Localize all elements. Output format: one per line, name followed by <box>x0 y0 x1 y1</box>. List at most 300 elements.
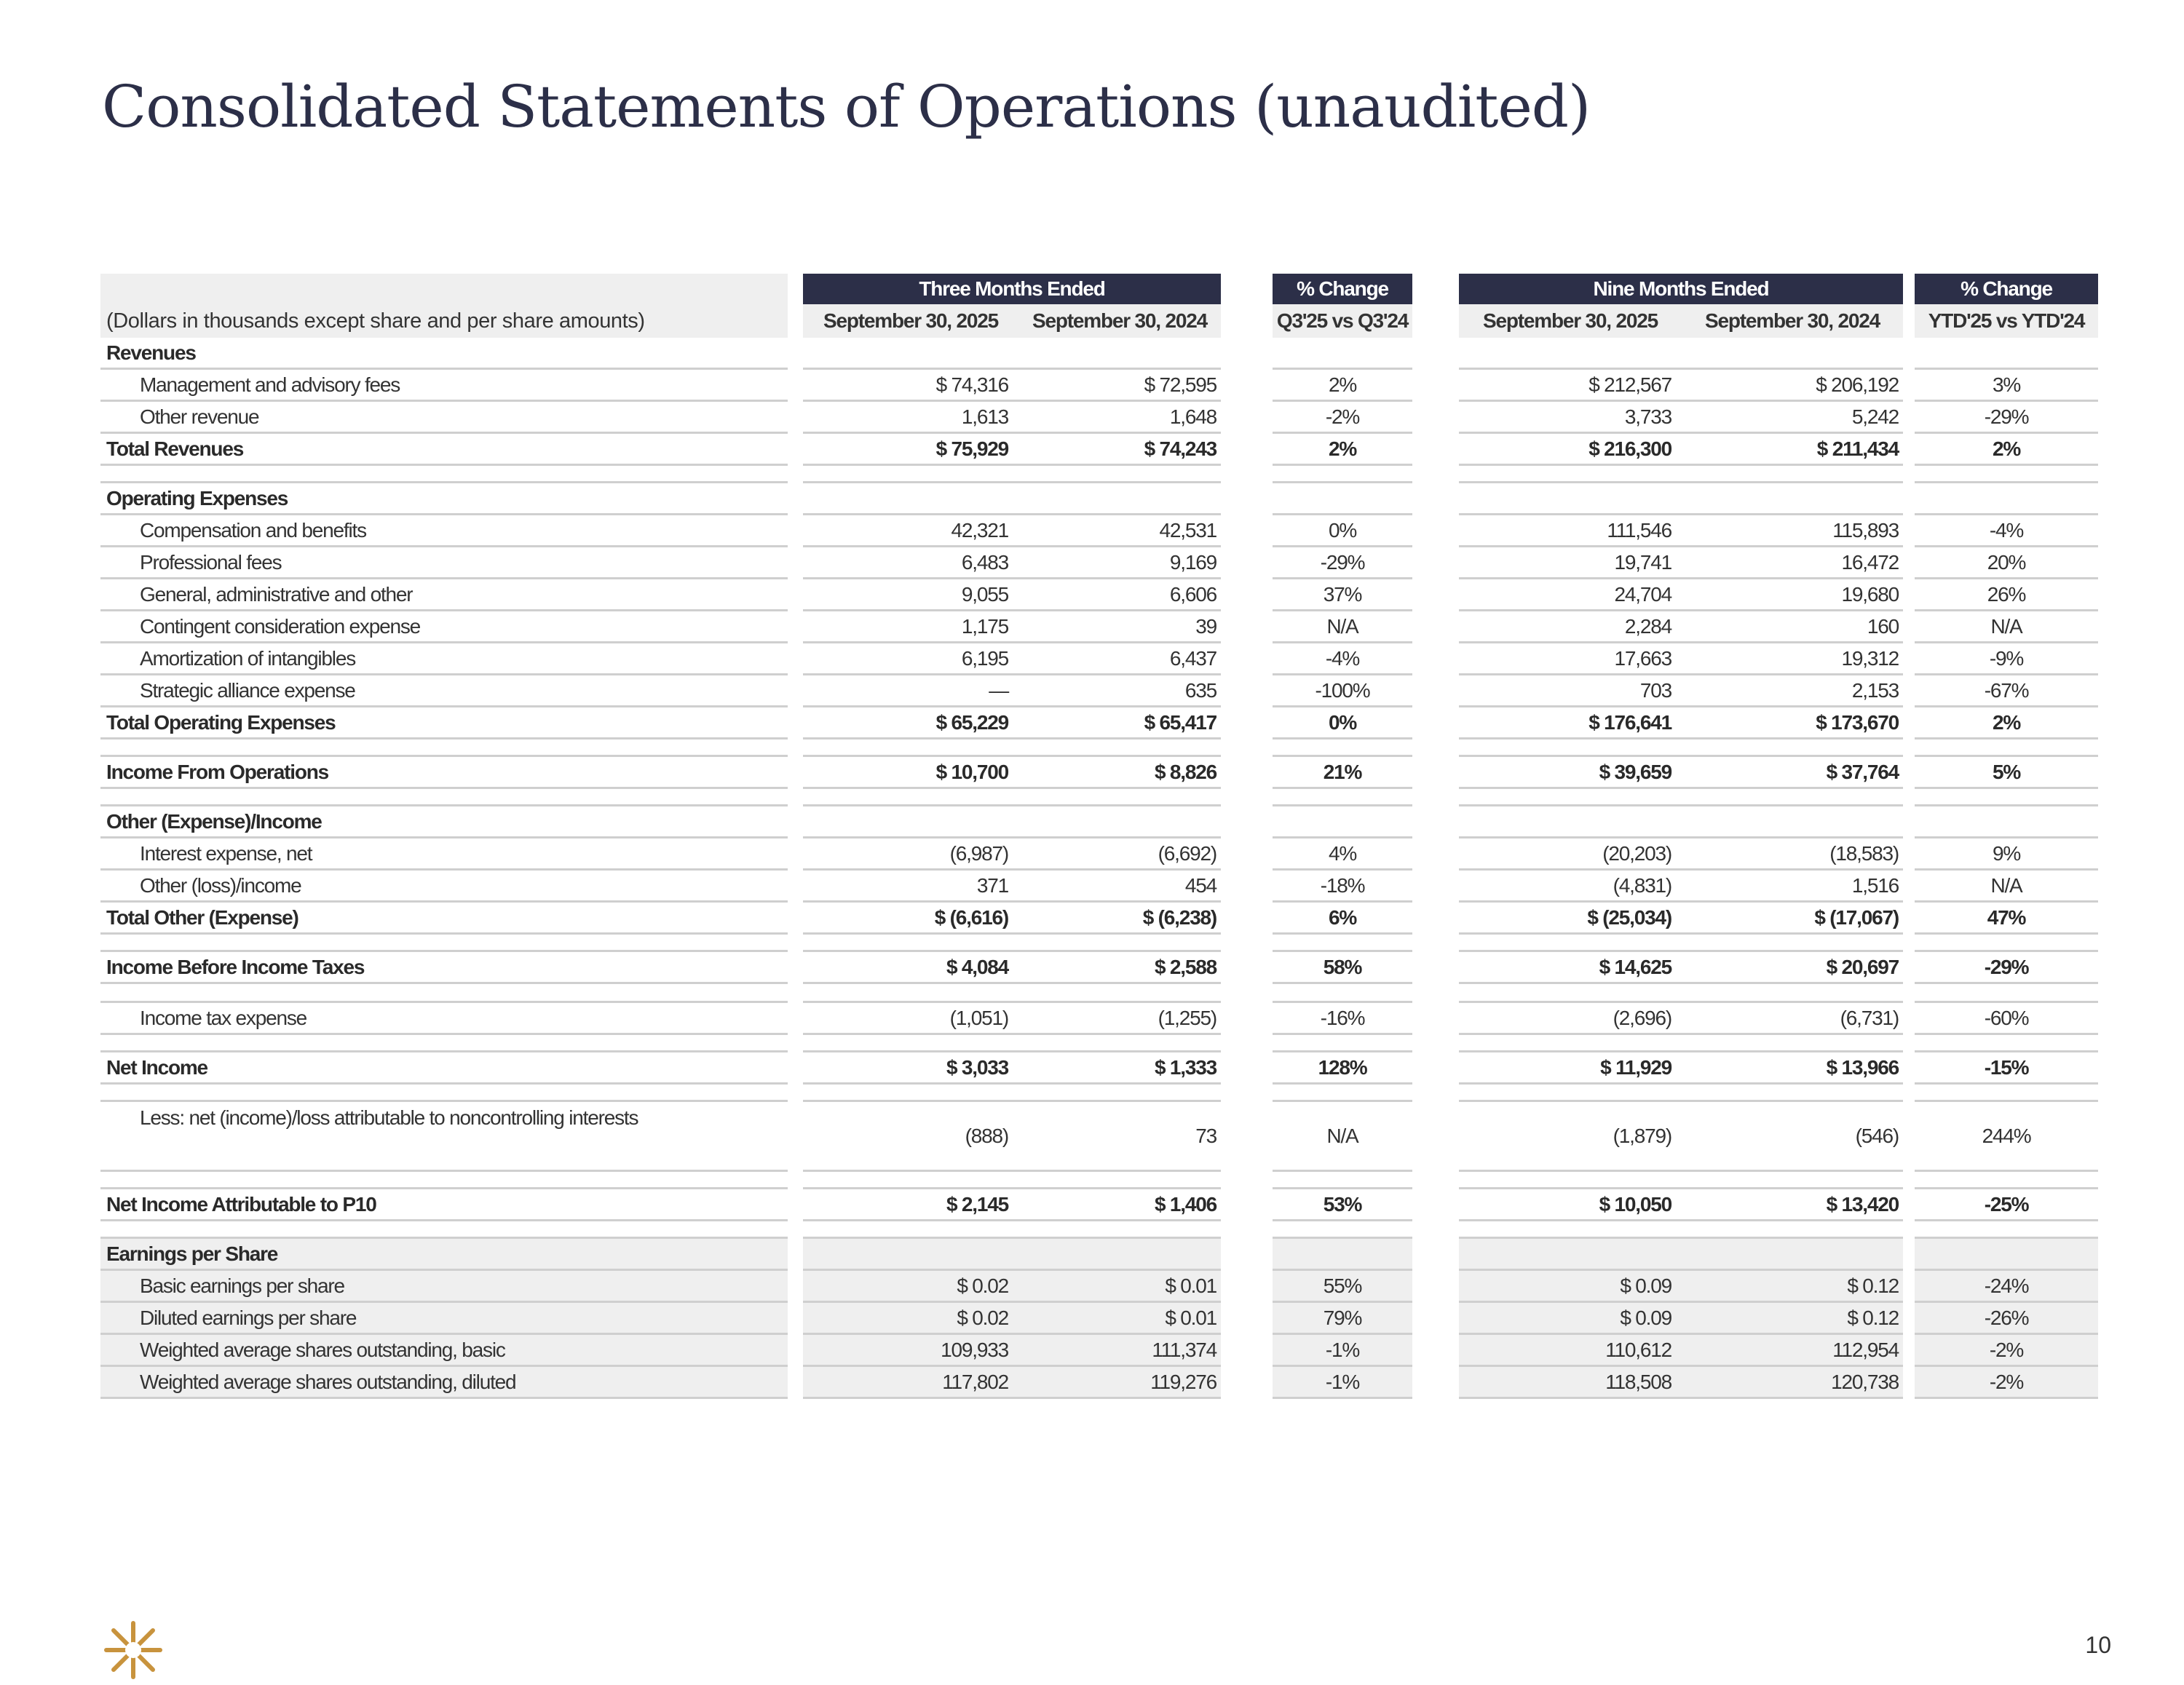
cell-y24: 2,153 <box>1682 675 1903 707</box>
spacer-cell <box>803 935 1018 952</box>
col-ytd-2025: September 30, 2025 <box>1459 304 1682 338</box>
cell-y25: (2,696) <box>1459 1003 1682 1035</box>
row-less-net-income-loss-attributable-to-noncontrolling-interests <box>0 1102 2184 1172</box>
spacer-cell <box>1915 1035 2098 1052</box>
spacer-cell <box>1682 1085 1903 1102</box>
cell-qchg: 58% <box>1273 952 1412 984</box>
row-net-income <box>0 1052 2184 1085</box>
spacer-cell <box>1459 1221 1682 1239</box>
cell-q24: (1,255) <box>1018 1003 1221 1035</box>
row-label: Total Other (Expense) <box>100 903 788 935</box>
row-total-revenues <box>0 434 2184 466</box>
three-months-header: Three Months Ended <box>803 274 1221 304</box>
cell-y24: $ (17,067) <box>1682 903 1903 935</box>
spacer-cell <box>1682 1172 1903 1189</box>
spacer-row <box>0 1085 2184 1102</box>
cell-y25: $ 10,050 <box>1459 1189 1682 1221</box>
cell-q25: 9,055 <box>803 579 1018 611</box>
cell-y24: (18,583) <box>1682 838 1903 871</box>
cell-q25: 42,321 <box>803 515 1018 547</box>
cell-qchg: N/A <box>1273 611 1412 643</box>
cell-q25: 109,933 <box>803 1335 1018 1367</box>
cell-q24: $ 74,243 <box>1018 434 1221 466</box>
spacer-cell <box>1459 984 1682 1003</box>
row-professional-fees <box>0 547 2184 579</box>
cell-y25: 110,612 <box>1459 1335 1682 1367</box>
cell-qchg: 79% <box>1273 1303 1412 1335</box>
spacer-cell <box>100 466 788 483</box>
cell-q25: 6,195 <box>803 643 1018 675</box>
cell-y25: (20,203) <box>1459 838 1682 871</box>
spacer-cell <box>1273 984 1412 1003</box>
spacer-cell <box>1459 1035 1682 1052</box>
cell-q25: $ 75,929 <box>803 434 1018 466</box>
row-revenues <box>0 338 2184 370</box>
spacer-cell <box>803 466 1018 483</box>
cell-ychg: N/A <box>1915 611 2098 643</box>
cell-q25 <box>803 806 1018 838</box>
cell-y24: $ 0.12 <box>1682 1303 1903 1335</box>
cell-q25: $ 65,229 <box>803 707 1018 740</box>
row-label: Net Income Attributable to P10 <box>100 1189 788 1221</box>
cell-qchg: -1% <box>1273 1367 1412 1399</box>
cell-y25: 703 <box>1459 675 1682 707</box>
row-total-operating-expenses <box>0 707 2184 740</box>
cell-ychg <box>1915 483 2098 515</box>
row-label: Contingent consideration expense <box>100 611 788 643</box>
cell-ychg: -60% <box>1915 1003 2098 1035</box>
row-compensation-and-benefits <box>0 515 2184 547</box>
cell-qchg <box>1273 483 1412 515</box>
cell-y24: (546) <box>1682 1102 1903 1172</box>
cell-y24: $ 13,966 <box>1682 1052 1903 1085</box>
cell-q25: (1,051) <box>803 1003 1018 1035</box>
row-label: Basic earnings per share <box>100 1271 788 1303</box>
cell-y25: 2,284 <box>1459 611 1682 643</box>
row-label: Weighted average shares outstanding, basic <box>100 1335 788 1367</box>
spacer-cell <box>803 1221 1018 1239</box>
cell-qchg: -18% <box>1273 871 1412 903</box>
row-contingent-consideration-expense <box>0 611 2184 643</box>
cell-y25 <box>1459 483 1682 515</box>
spacer-cell <box>1682 1221 1903 1239</box>
row-interest-expense-net <box>0 838 2184 871</box>
cell-qchg: 37% <box>1273 579 1412 611</box>
spacer-row <box>0 466 2184 483</box>
cell-q24: (6,692) <box>1018 838 1221 871</box>
col-q3-2024: September 30, 2024 <box>1018 304 1221 338</box>
spacer-cell <box>1018 984 1221 1003</box>
spacer-cell <box>100 789 788 806</box>
spacer-cell <box>100 740 788 757</box>
cell-ychg: -2% <box>1915 1335 2098 1367</box>
cell-q24 <box>1018 1239 1221 1271</box>
column-header-row <box>0 304 2184 338</box>
cell-q25: $ 10,700 <box>803 757 1018 789</box>
cell-y25: $ 0.09 <box>1459 1271 1682 1303</box>
cell-ychg: -4% <box>1915 515 2098 547</box>
spacer-row <box>0 1035 2184 1052</box>
cell-q25: $ 0.02 <box>803 1303 1018 1335</box>
cell-q24: 9,169 <box>1018 547 1221 579</box>
cell-y25 <box>1459 1239 1682 1271</box>
cell-y24: 16,472 <box>1682 547 1903 579</box>
cell-y25: $ 216,300 <box>1459 434 1682 466</box>
cell-y24: $ 37,764 <box>1682 757 1903 789</box>
cell-ychg <box>1915 1239 2098 1271</box>
cell-q25: $ (6,616) <box>803 903 1018 935</box>
spacer-cell <box>803 984 1018 1003</box>
cell-q24 <box>1018 483 1221 515</box>
spacer-cell <box>1915 935 2098 952</box>
cell-q24: $ 65,417 <box>1018 707 1221 740</box>
row-label: Compensation and benefits <box>100 515 788 547</box>
cell-y25: 24,704 <box>1459 579 1682 611</box>
col-q3-2025: September 30, 2025 <box>803 304 1018 338</box>
cell-ychg: 5% <box>1915 757 2098 789</box>
nine-months-header: Nine Months Ended <box>1459 274 1903 304</box>
spacer-row <box>0 1172 2184 1189</box>
cell-ychg: -15% <box>1915 1052 2098 1085</box>
cell-q25 <box>803 1239 1018 1271</box>
cell-y25: $ 11,929 <box>1459 1052 1682 1085</box>
cell-y24: 19,312 <box>1682 643 1903 675</box>
spacer-cell <box>1273 1221 1412 1239</box>
cell-ychg: -9% <box>1915 643 2098 675</box>
spacer-row <box>0 789 2184 806</box>
cell-q25: $ 3,033 <box>803 1052 1018 1085</box>
cell-qchg <box>1273 806 1412 838</box>
cell-qchg: N/A <box>1273 1102 1412 1172</box>
cell-q24: 6,437 <box>1018 643 1221 675</box>
spacer-cell <box>100 1172 788 1189</box>
cell-y24: 19,680 <box>1682 579 1903 611</box>
cell-q24: 73 <box>1018 1102 1221 1172</box>
company-logo <box>100 1617 166 1683</box>
row-label: Professional fees <box>100 547 788 579</box>
cell-q25: 117,802 <box>803 1367 1018 1399</box>
row-label: Operating Expenses <box>100 483 788 515</box>
cell-y24: 115,893 <box>1682 515 1903 547</box>
cell-qchg <box>1273 1239 1412 1271</box>
cell-qchg: 2% <box>1273 370 1412 402</box>
cell-q25: 1,613 <box>803 402 1018 434</box>
col-ytd-change: YTD'25 vs YTD'24 <box>1915 304 2098 338</box>
cell-qchg: 53% <box>1273 1189 1412 1221</box>
cell-ychg: N/A <box>1915 871 2098 903</box>
row-label: Other (loss)/income <box>100 871 788 903</box>
cell-y24: 120,738 <box>1682 1367 1903 1399</box>
cell-q25: $ 2,145 <box>803 1189 1018 1221</box>
spacer-cell <box>1459 466 1682 483</box>
cell-y24: $ 20,697 <box>1682 952 1903 984</box>
row-label: General, administrative and other <box>100 579 788 611</box>
cell-y25: 118,508 <box>1459 1367 1682 1399</box>
spacer-cell <box>1682 740 1903 757</box>
row-other-revenue <box>0 402 2184 434</box>
cell-y25 <box>1459 806 1682 838</box>
cell-qchg: -2% <box>1273 402 1412 434</box>
cell-ychg: 20% <box>1915 547 2098 579</box>
cell-ychg <box>1915 338 2098 370</box>
cell-qchg: 4% <box>1273 838 1412 871</box>
cell-y25: $ (25,034) <box>1459 903 1682 935</box>
cell-q24: 39 <box>1018 611 1221 643</box>
cell-qchg: 128% <box>1273 1052 1412 1085</box>
cell-q24: $ 1,406 <box>1018 1189 1221 1221</box>
cell-q25 <box>803 338 1018 370</box>
page-number: 10 <box>2085 1632 2111 1658</box>
row-basic-earnings-per-share <box>0 1271 2184 1303</box>
cell-q24: 6,606 <box>1018 579 1221 611</box>
cell-q24: 111,374 <box>1018 1335 1221 1367</box>
cell-qchg: -16% <box>1273 1003 1412 1035</box>
spacer-row <box>0 935 2184 952</box>
row-income-tax-expense <box>0 1003 2184 1035</box>
cell-q24: $ 2,588 <box>1018 952 1221 984</box>
cell-qchg: -4% <box>1273 643 1412 675</box>
row-label: Total Revenues <box>100 434 788 466</box>
cell-ychg: -2% <box>1915 1367 2098 1399</box>
spacer-cell <box>1273 1085 1412 1102</box>
spacer-cell <box>1018 1172 1221 1189</box>
row-label: Income Before Income Taxes <box>100 952 788 984</box>
cell-q24: 454 <box>1018 871 1221 903</box>
spacer-row <box>0 984 2184 1003</box>
cell-y25: (1,879) <box>1459 1102 1682 1172</box>
cell-q25: (888) <box>803 1102 1018 1172</box>
spacer-cell <box>1915 984 2098 1003</box>
col-ytd-2024: September 30, 2024 <box>1682 304 1903 338</box>
cell-y24: 112,954 <box>1682 1335 1903 1367</box>
cell-y24: $ 206,192 <box>1682 370 1903 402</box>
cell-q25: (6,987) <box>803 838 1018 871</box>
row-strategic-alliance-expense <box>0 675 2184 707</box>
row-weighted-average-shares-outstanding-basic <box>0 1335 2184 1367</box>
spacer-cell <box>803 1035 1018 1052</box>
cell-qchg <box>1273 338 1412 370</box>
cell-q24 <box>1018 806 1221 838</box>
row-general-administrative-and-other <box>0 579 2184 611</box>
row-label: Less: net (income)/loss attributable to noncontrolling interests <box>100 1102 788 1172</box>
spacer-cell <box>1915 789 2098 806</box>
spacer-cell <box>100 1221 788 1239</box>
pct-change-ytd-header: % Change <box>1915 274 2098 304</box>
row-label: Earnings per Share <box>100 1239 788 1271</box>
row-label: Income tax expense <box>100 1003 788 1035</box>
spacer-cell <box>1018 740 1221 757</box>
cell-q25: $ 74,316 <box>803 370 1018 402</box>
row-operating-expenses <box>0 483 2184 515</box>
spacer-cell <box>1018 1221 1221 1239</box>
spacer-cell <box>1915 1085 2098 1102</box>
spacer-cell <box>1915 1172 2098 1189</box>
cell-ychg: 3% <box>1915 370 2098 402</box>
cell-q25 <box>803 483 1018 515</box>
units-note: (Dollars in thousands except share and per share amounts) <box>100 304 788 338</box>
cell-ychg: 9% <box>1915 838 2098 871</box>
cell-y24: $ 173,670 <box>1682 707 1903 740</box>
cell-y25: (4,831) <box>1459 871 1682 903</box>
cell-ychg: 26% <box>1915 579 2098 611</box>
cell-ychg: -26% <box>1915 1303 2098 1335</box>
spacer-cell <box>1682 1035 1903 1052</box>
cell-q24: 119,276 <box>1018 1367 1221 1399</box>
cell-q24: $ 8,826 <box>1018 757 1221 789</box>
spacer-cell <box>1682 984 1903 1003</box>
spacer-cell <box>1273 466 1412 483</box>
spacer-cell <box>1459 740 1682 757</box>
cell-qchg: -1% <box>1273 1335 1412 1367</box>
row-label: Strategic alliance expense <box>100 675 788 707</box>
cell-qchg: 0% <box>1273 707 1412 740</box>
row-label: Other (Expense)/Income <box>100 806 788 838</box>
cell-y25: 19,741 <box>1459 547 1682 579</box>
cell-q25: 1,175 <box>803 611 1018 643</box>
cell-ychg: 2% <box>1915 434 2098 466</box>
spacer-cell <box>1915 740 2098 757</box>
row-weighted-average-shares-outstanding-diluted <box>0 1367 2184 1399</box>
row-label: Management and advisory fees <box>100 370 788 402</box>
spacer-cell <box>1018 789 1221 806</box>
spacer-cell <box>1459 789 1682 806</box>
header-spacer <box>100 274 788 304</box>
cell-q24: $ 1,333 <box>1018 1052 1221 1085</box>
cell-q25: $ 0.02 <box>803 1271 1018 1303</box>
row-amortization-of-intangibles <box>0 643 2184 675</box>
spacer-row <box>0 740 2184 757</box>
cell-y25: $ 212,567 <box>1459 370 1682 402</box>
spacer-cell <box>803 740 1018 757</box>
spacer-cell <box>1018 1085 1221 1102</box>
cell-y25: $ 176,641 <box>1459 707 1682 740</box>
cell-q24: 635 <box>1018 675 1221 707</box>
row-total-other-expense <box>0 903 2184 935</box>
row-income-from-operations <box>0 757 2184 789</box>
cell-y24: 160 <box>1682 611 1903 643</box>
cell-ychg: -29% <box>1915 402 2098 434</box>
cell-qchg: 6% <box>1273 903 1412 935</box>
cell-y24: 1,516 <box>1682 871 1903 903</box>
spacer-cell <box>1459 1085 1682 1102</box>
cell-qchg: -100% <box>1273 675 1412 707</box>
cell-qchg: -29% <box>1273 547 1412 579</box>
cell-y24: $ 13,420 <box>1682 1189 1903 1221</box>
spacer-cell <box>1682 935 1903 952</box>
cell-ychg <box>1915 806 2098 838</box>
cell-q24: $ 0.01 <box>1018 1271 1221 1303</box>
spacer-cell <box>1273 1172 1412 1189</box>
cell-ychg: 47% <box>1915 903 2098 935</box>
spacer-cell <box>803 789 1018 806</box>
spacer-row <box>0 1221 2184 1239</box>
row-label: Total Operating Expenses <box>100 707 788 740</box>
cell-ychg: 2% <box>1915 707 2098 740</box>
row-income-before-income-taxes <box>0 952 2184 984</box>
cell-q25: $ 4,084 <box>803 952 1018 984</box>
cell-y25: $ 14,625 <box>1459 952 1682 984</box>
cell-ychg: -29% <box>1915 952 2098 984</box>
cell-q24: $ (6,238) <box>1018 903 1221 935</box>
row-other-expense-income <box>0 806 2184 838</box>
row-diluted-earnings-per-share <box>0 1303 2184 1335</box>
cell-y25 <box>1459 338 1682 370</box>
cell-y25: 17,663 <box>1459 643 1682 675</box>
cell-q25: 6,483 <box>803 547 1018 579</box>
spacer-cell <box>1915 1221 2098 1239</box>
cell-y24: $ 0.12 <box>1682 1271 1903 1303</box>
row-management-and-advisory-fees <box>0 370 2184 402</box>
row-label: Weighted average shares outstanding, diluted <box>100 1367 788 1399</box>
spacer-cell <box>100 1085 788 1102</box>
cell-y24: 5,242 <box>1682 402 1903 434</box>
spacer-cell <box>100 1035 788 1052</box>
spacer-cell <box>100 935 788 952</box>
cell-ychg: -24% <box>1915 1271 2098 1303</box>
cell-qchg: 21% <box>1273 757 1412 789</box>
cell-q25: — <box>803 675 1018 707</box>
spacer-cell <box>1273 740 1412 757</box>
row-label: Other revenue <box>100 402 788 434</box>
col-q-change: Q3'25 vs Q3'24 <box>1273 304 1412 338</box>
cell-ychg: 244% <box>1915 1102 2098 1172</box>
cell-y24 <box>1682 338 1903 370</box>
spacer-cell <box>803 1085 1018 1102</box>
cell-y24 <box>1682 1239 1903 1271</box>
cell-q24 <box>1018 338 1221 370</box>
cell-y24: (6,731) <box>1682 1003 1903 1035</box>
cell-qchg: 55% <box>1273 1271 1412 1303</box>
row-label: Revenues <box>100 338 788 370</box>
spacer-cell <box>1459 1172 1682 1189</box>
pct-change-header: % Change <box>1273 274 1412 304</box>
spacer-cell <box>1018 1035 1221 1052</box>
cell-y25: 3,733 <box>1459 402 1682 434</box>
cell-qchg: 0% <box>1273 515 1412 547</box>
cell-q24: 1,648 <box>1018 402 1221 434</box>
cell-y24 <box>1682 806 1903 838</box>
row-label: Net Income <box>100 1052 788 1085</box>
cell-y25: $ 39,659 <box>1459 757 1682 789</box>
spacer-cell <box>1018 935 1221 952</box>
spacer-cell <box>1459 935 1682 952</box>
spacer-cell <box>100 984 788 1003</box>
spacer-cell <box>1273 789 1412 806</box>
row-label: Diluted earnings per share <box>100 1303 788 1335</box>
cell-y24 <box>1682 483 1903 515</box>
cell-y24: $ 211,434 <box>1682 434 1903 466</box>
header-band <box>0 274 2184 304</box>
row-label: Interest expense, net <box>100 838 788 871</box>
spacer-cell <box>1682 466 1903 483</box>
cell-q24: 42,531 <box>1018 515 1221 547</box>
row-earnings-per-share <box>0 1239 2184 1271</box>
cell-q24: $ 0.01 <box>1018 1303 1221 1335</box>
row-label: Income From Operations <box>100 757 788 789</box>
cell-ychg: -67% <box>1915 675 2098 707</box>
spacer-cell <box>1273 935 1412 952</box>
row-other-loss-income <box>0 871 2184 903</box>
spacer-cell <box>1682 789 1903 806</box>
cell-y25: 111,546 <box>1459 515 1682 547</box>
spacer-cell <box>1018 466 1221 483</box>
spacer-cell <box>1915 466 2098 483</box>
cell-y25: $ 0.09 <box>1459 1303 1682 1335</box>
cell-q25: 371 <box>803 871 1018 903</box>
page-title: Consolidated Statements of Operations (unaudited) <box>102 73 1591 140</box>
row-net-income-attributable-to-p10 <box>0 1189 2184 1221</box>
spacer-cell <box>803 1172 1018 1189</box>
